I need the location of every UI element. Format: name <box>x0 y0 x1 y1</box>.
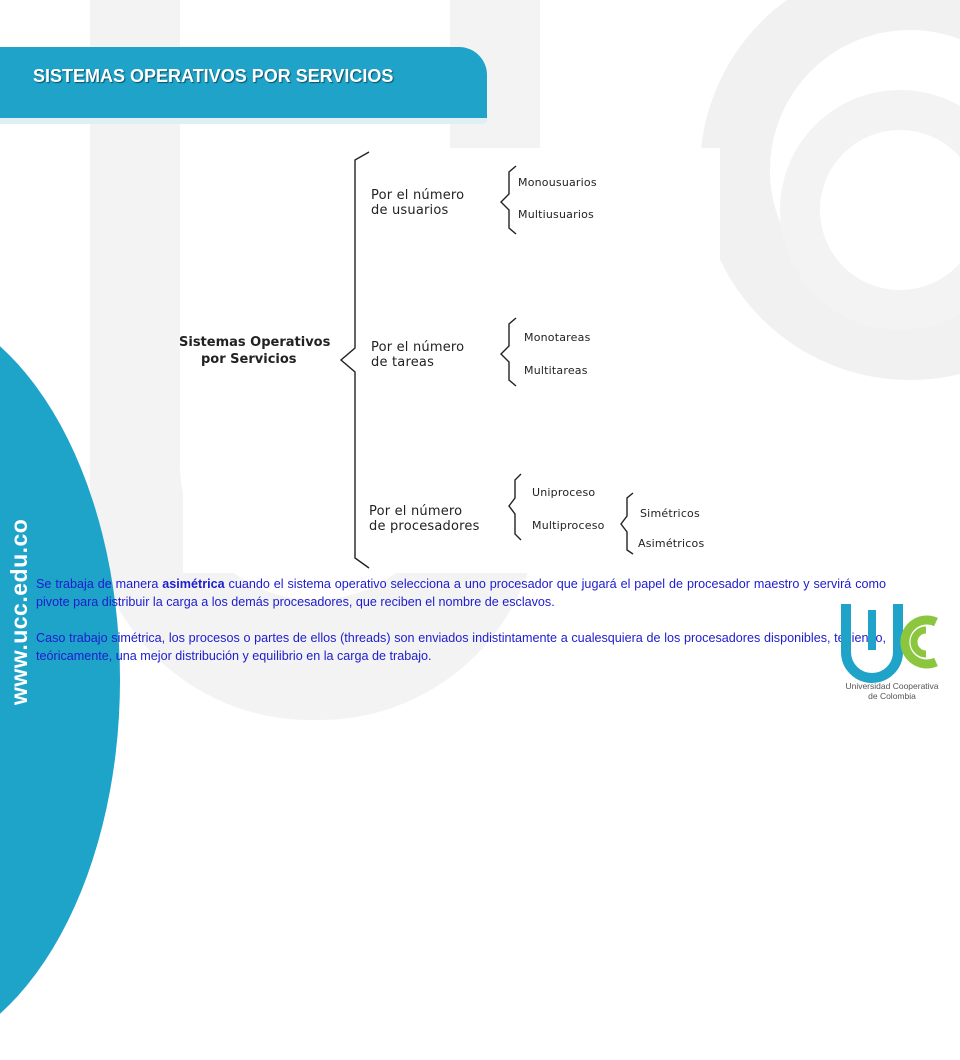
logo-caption-line: de Colombia <box>868 691 916 701</box>
root-line-1: Sistemas Operativos <box>179 335 331 350</box>
paragraph-text: cuando el sistema operativo selecciona a uno procesador que jugará el papel de procesador maestro y servirá como pivote para distribuir la carga a los demás procesadores, que reciben el nombre de esclavos. <box>36 577 886 609</box>
group-label-line: de procesadores <box>369 519 480 534</box>
group-label-usuarios <box>371 188 464 218</box>
brace-tareas <box>501 318 516 386</box>
side-url: www.ucc.edu.co <box>6 518 32 705</box>
paragraph-asimetrica <box>36 575 886 611</box>
paragraph-text: Se trabaja de manera <box>36 577 163 591</box>
leaf-uniproceso: Uniproceso <box>532 486 596 499</box>
slide-title: SISTEMAS OPERATIVOS POR SERVICIOS <box>33 66 394 86</box>
main-brace <box>341 152 369 568</box>
leaf-multiproceso: Multiproceso <box>532 519 605 532</box>
brace-usuarios <box>501 166 516 234</box>
root-label <box>179 334 330 368</box>
group-label-tareas <box>371 340 464 370</box>
paragraph-simetrica: Caso trabajo simétrica, los procesos o partes de ellos (threads) son enviados indistintamente a cualesquiera de los procesadores disponibles, teniendo, teóricamente, una mejor distribución y equilibrio en la carga de trabajo. <box>36 631 886 663</box>
brace-multiproceso <box>621 493 633 554</box>
group-label-line: de tareas <box>371 355 435 370</box>
paragraph-bold-term: asimétrica <box>162 577 225 591</box>
leaf-multiusuarios: Multiusuarios <box>518 208 594 221</box>
leaf-multitareas: Multitareas <box>524 364 588 377</box>
leaf-asimetricos: Asimétricos <box>638 537 705 550</box>
leaf-monousuarios: Monousuarios <box>518 176 597 189</box>
brace-procesadores <box>509 474 521 540</box>
logo-caption-line: Universidad Cooperativa <box>845 681 939 691</box>
classification-diagram <box>179 148 720 573</box>
root-line-2: por Servicios <box>201 352 297 367</box>
group-label-line: de usuarios <box>371 203 449 218</box>
leaf-monotareas: Monotareas <box>524 331 591 344</box>
leaf-simetricos: Simétricos <box>640 507 700 520</box>
group-label-line: Por el número <box>371 340 465 355</box>
group-label-line: Por el número <box>371 188 465 203</box>
group-label-line: Por el número <box>369 504 463 519</box>
group-label-procesadores <box>369 504 480 534</box>
logo-caption <box>832 681 952 701</box>
